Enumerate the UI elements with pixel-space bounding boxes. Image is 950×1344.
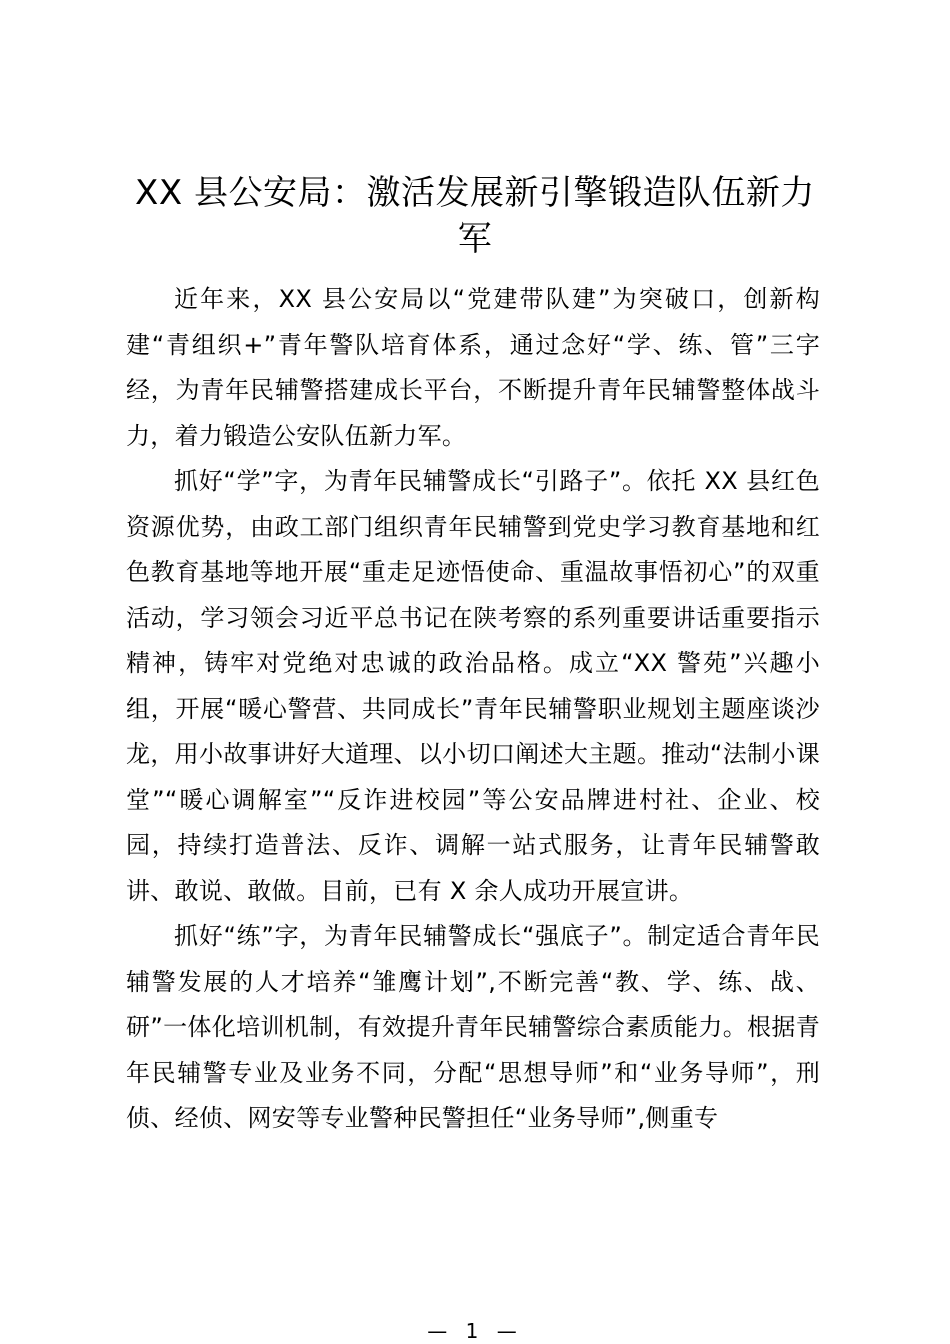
paragraph-practice: 抓好“练”字，为青年民辅警成长“强底子”。制定适合青年民辅警发展的人才培养“雏鹰计划”,不断完善“教、学、练、战、研”一体化培训机制，有效提升青年民辅警综合素质能力。根据青年民辅警专业及业务不同，分配“思想导师”和“业务导师”，刑侦、经侦、网安等专业警种民警担任“业务导师”,侧重专 xyxy=(126,922,820,1132)
paragraph-intro: 近年来，XX 县公安局以“党建带队建”为突破口，创新构建“青组织+”青年警队培育体系，通过念好“学、练、管”三字经，为青年民辅警搭建成长平台，不断提升青年民辅警整体战斗力，着力锻造公安队伍新力军。 xyxy=(126,285,820,450)
page-number: — 1 — xyxy=(427,1319,523,1343)
paragraph-study: 抓好“学”字，为青年民辅警成长“引路子”。依托 XX 县红色资源优势，由政工部门组织青年民辅警到党史学习教育基地和红色教育基地等地开展“重走足迹悟使命、重温故事悟初心”的双重活动，学习领会习近平总书记在陕考察的系列重要讲话重要指示精神，铸牢对党绝对忠诚的政治品格。成立“XX 警苑”兴趣小组，开展“暖心警营、共同成长”青年民辅警职业规划主题座谈沙龙，用小故事讲好大道理、以小切口阐述大主题。推动“法制小课堂”“暖心调解室”“反诈进校园”等公安品牌进村社、企业、校园，持续打造普法、反诈、调解一站式服务，让青年民辅警敢讲、敢说、敢做。目前，已有 X 余人成功开展宣讲。 xyxy=(126,467,820,905)
document-title: XX 县公安局：激活发展新引擎锻造队伍新力军 xyxy=(135,173,815,259)
document-body xyxy=(126,277,820,1142)
